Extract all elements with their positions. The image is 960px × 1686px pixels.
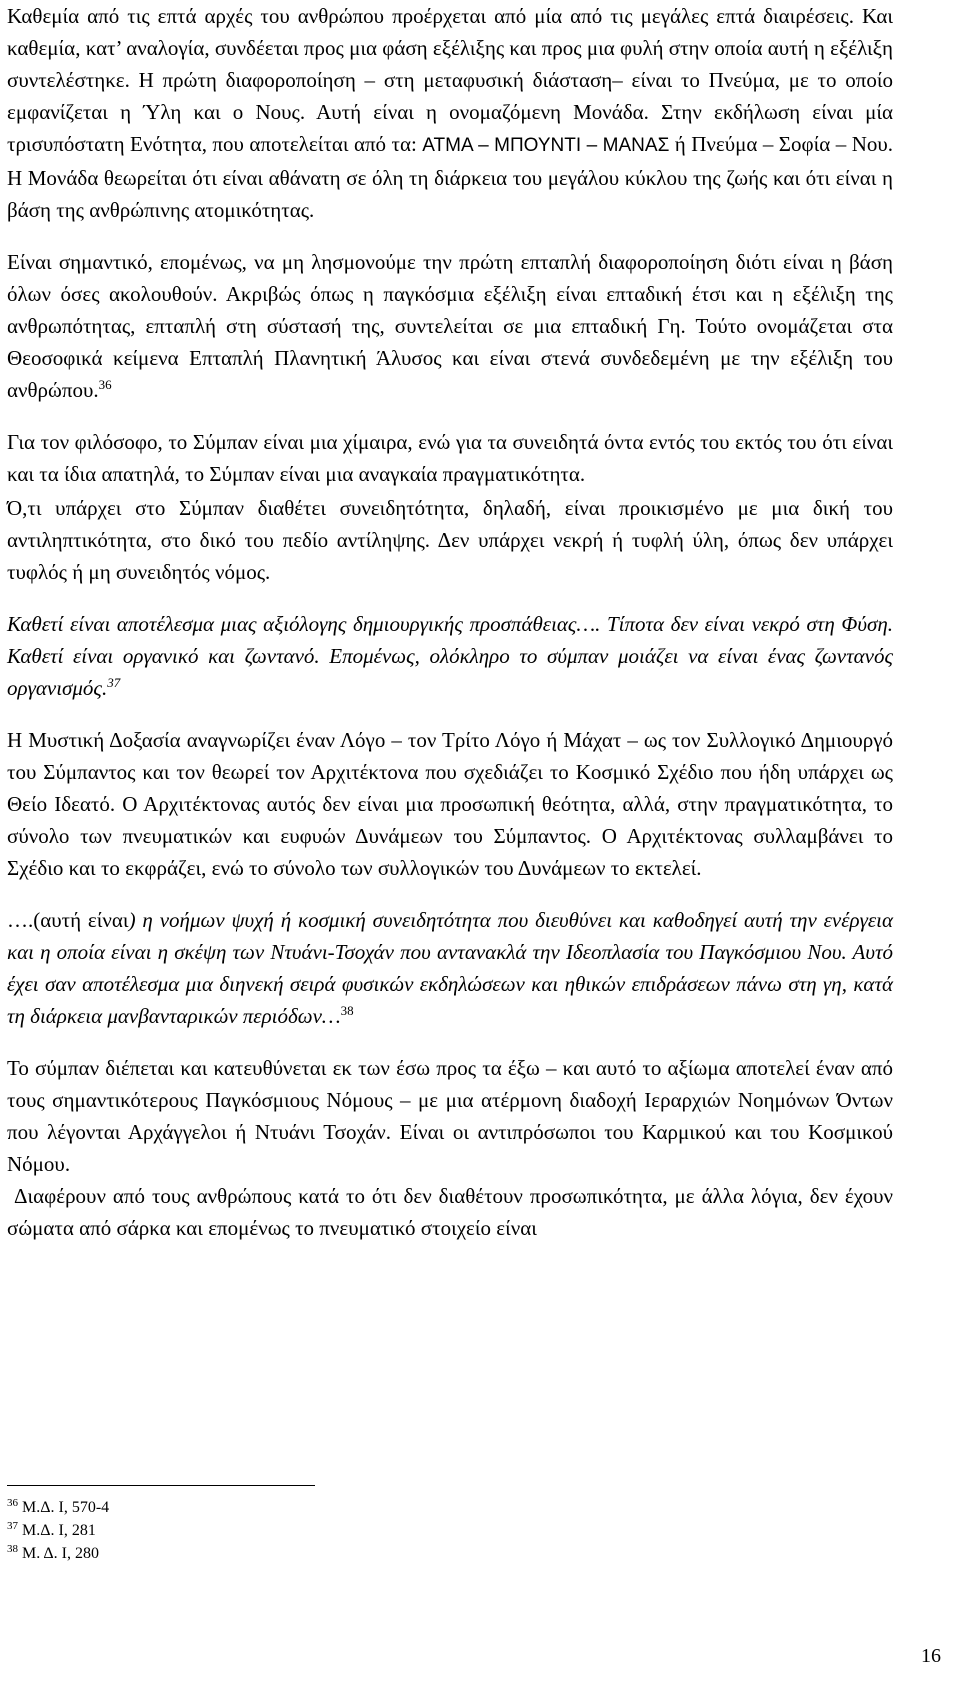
footnote-ref-36[interactable]: 36 [98,377,112,392]
paragraph-text: Καθεμία από τις επτά αρχές του ανθρώπου προέρχεται από μία από τις μεγάλες επτά διαιρέσεις. Και καθεμία, κατ’ αναλογία, συνδέεται προς μια φάση εξέλιξης και προς μια φυλή στην οποία αυτή η εξέλιξη συντελέστηκε. Η πρώτη διαφοροποίηση – στη μεταφυσική διάσταση– είναι το Πνεύμα, με το οποίο εμφανίζεται η Ύλη και ο Νους. Αυτή είναι η ονομαζόμενη Μονάδα. Στην εκδήλωση είναι μία τρισυπόστατη Ενότητα, που αποτελείται από τα: [7,4,893,156]
footnote-ref-37[interactable]: 37 [107,675,121,690]
quote-text: ) η νοήμων ψυχή ή κοσμική συνειδητότητα που διευθύνει και καθοδηγεί αυτή την ενέργεια και η οποία είναι η σκέψη των Ντυάνι-Τσοχάν που αντανακλά την Ιδεοπλασία του Παγκόσμιου Νου. Αυτό έχει σαν αποτέλεσμα μια διηνεκή σειρά φυσικών εκδηλώσεων και ηθικών επιδράσεων πάνω στη γη, κατά τη διάρκεια μανβανταρικών περιόδων… [7,908,894,1028]
quote-living-organism [7,608,893,704]
paragraph-text: ή Πνεύμα – Σοφία – Νου. Η Μονάδα θεωρείται ότι είναι αθάνατη σε όλη τη διάρκεια του μεγάλου κύκλου της ζωής και ότι είναι η βάση της ανθρώπινης ατομικότητας. [7,132,894,222]
quote-upright: αυτή είναι [40,908,129,932]
document-body [7,0,899,1244]
footnote-ref-38[interactable]: 38 [340,1003,354,1018]
footnote-38 [7,1542,607,1565]
footnote-number: 36 [7,1497,18,1509]
quote-lead: ….( [7,908,41,932]
footnote-text: Μ.Δ. Ι, 570-4 [22,1499,110,1516]
footnote-text: Μ.Δ. Ι, 281 [22,1522,96,1539]
paragraph-seven-principles [7,0,893,226]
paragraph-philosopher: Για τον φιλόσοφο, το Σύμπαν είναι μια χίμαιρα, ενώ για τα συνειδητά όντα εντός του εκτός του ότι είναι και τα ίδια απατηλά, το Σύμπαν είναι μια αναγκαία πραγματικότητα. [7,430,893,486]
paragraph-text: Είναι σημαντικό, επομένως, να μη λησμονούμε την πρώτη επταπλή διαφοροποίηση διότι είναι η βάση όλων όσες ακολουθούν. Ακριβώς όπως η παγκόσμια εξέλιξη είναι επταδική έτσι και η εξέλιξη της ανθρωπότητας, επταπλή στη σύστασή της, συντελείται σε μια επταδική Γη. Τούτο ονομάζεται στα Θεοσοφικά κείμενα Επταπλή Πλανητική Άλυσος και είναι στενά συνδεδεμένη με την εξέλιξη του ανθρώπου. [7,250,893,402]
footnote-number: 38 [7,1543,18,1555]
paragraph-secret-doctrine-logos: Η Μυστική Δοξασία αναγνωρίζει έναν Λόγο – τον Τρίτο Λόγο ή Μάχατ – ως τον Συλλογικό Δημιουργό του Σύμπαντος και τον θεωρεί τον Αρχιτέκτονα που σχεδιάζει το Κοσμικό Σχέδιο που ήδη υπάρχει ως Θείο Ιδεατό. Ο Αρχιτέκτονας αυτός δεν είναι μια προσωπική θεότητα, αλλά, στην πραγματικότητα, το σύνολο των πνευματικών και ευφυών Δυνάμεων του Σύμπαντος. Ο Αρχιτέκτονας συλλαμβάνει το Σχέδιο και το εκφράζει, ενώ το σύνολο των συλλογικών του Δυνάμεων το εκτελεί. [7,728,893,880]
quote-text: Καθετί είναι αποτέλεσμα μιας αξιόλογης δημιουργικής προσπάθειας…. Τίποτα δεν είναι νεκρό στη Φύση. Καθετί είναι οργανικό και ζωντανό. Επομένως, ολόκληρο το σύμπαν μοιάζει να είναι ένας ζωντανός οργανισμός. [7,612,893,700]
page-number: 16 [921,1645,941,1667]
atma-buddhi-manas-terms: ΑΤΜΑ – ΜΠΟΥΝΤΙ – ΜΑΝΑΣ [422,135,670,156]
footnote-divider [7,1485,315,1486]
paragraph-sevenfold-differentiation [7,246,893,406]
footnote-37 [7,1519,607,1542]
footnotes-section [7,1485,607,1565]
footnote-36 [7,1496,607,1519]
paragraph-hierarchies: Το σύμπαν διέπεται και κατευθύνεται εκ των έσω προς τα έξω – και αυτό το αξίωμα αποτελεί έναν από τους σημαντικότερους Παγκόσμιους Νόμους – με μια ατέρμονη διαδοχή Ιεραρχιών Νοημόνων Όντων που λέγονται Αρχάγγελοι ή Ντυάνι Τσοχάν. Είναι οι αντιπρόσωποι του Καρμικού και του Κοσμικού Νόμου. [7,1056,893,1176]
footnote-number: 37 [7,1520,18,1532]
footnote-text: Μ. Δ. Ι, 280 [22,1545,99,1562]
paragraph-consciousness: Ό,τι υπάρχει στο Σύμπαν διαθέτει συνειδητότητα, δηλαδή, είναι προικισμένο με μια δική του αντιληπτικότητα, στο δικό του πεδίο αντίληψης. Δεν υπάρχει νεκρή ή τυφλή ύλη, όπως δεν υπάρχει τυφλός ή μη συνειδητός νόμος. [7,496,893,584]
paragraph-differ-from-humans: Διαφέρουν από τους ανθρώπους κατά το ότι δεν διαθέτουν προσωπικότητα, με άλλα λόγια, δεν έχουν σώματα από σάρκα και επομένως το πνευματικό στοιχείο είναι [7,1184,899,1240]
quote-cosmic-consciousness [7,904,893,1032]
